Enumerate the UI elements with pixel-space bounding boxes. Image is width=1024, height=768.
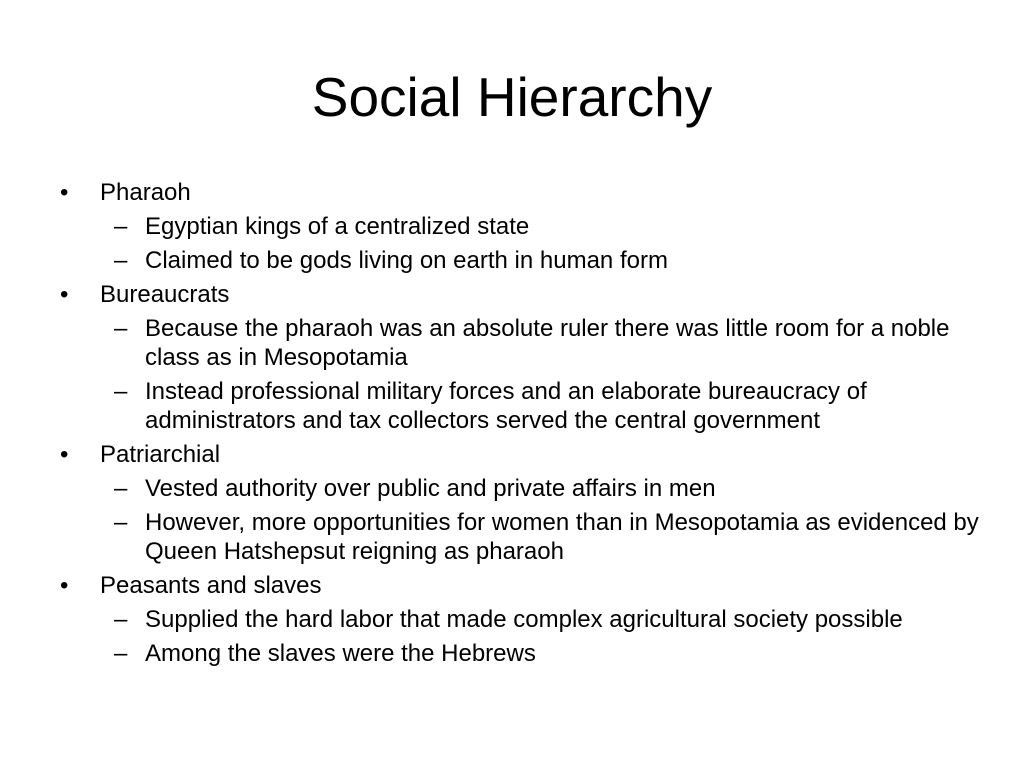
bullet-marker: • <box>60 572 69 599</box>
sub-bullet-item <box>60 508 980 566</box>
dash-marker: – <box>114 606 128 633</box>
bullet-list <box>60 178 980 668</box>
bullet-marker: • <box>60 281 69 308</box>
sub-bullet-item <box>60 246 980 275</box>
bullet-text: Pharaoh <box>100 179 191 206</box>
dash-marker: – <box>114 378 128 405</box>
sub-bullet-item <box>60 212 980 241</box>
sub-bullet-text: However, more opportunities for women than in Mesopotamia as evidenced by Queen Hatshepsut reigning as pharaoh <box>145 509 979 565</box>
bullet-item <box>60 440 980 469</box>
bullet-marker: • <box>60 179 69 206</box>
bullet-item <box>60 178 980 207</box>
sub-bullet-item <box>60 639 980 668</box>
sub-bullet-item <box>60 314 980 372</box>
dash-marker: – <box>114 640 128 667</box>
sub-bullet-text: Supplied the hard labor that made complex agricultural society possible <box>145 606 903 633</box>
bullet-item <box>60 280 980 309</box>
dash-marker: – <box>114 475 128 502</box>
dash-marker: – <box>114 247 128 274</box>
sub-bullet-text: Instead professional military forces and an elaborate bureaucracy of administrators and tax collectors served the central government <box>145 378 867 434</box>
sub-bullet-item <box>60 605 980 634</box>
bullet-item <box>60 571 980 600</box>
sub-bullet-item <box>60 377 980 435</box>
sub-bullet-text: Egyptian kings of a centralized state <box>145 213 530 240</box>
dash-marker: – <box>114 315 128 342</box>
sub-bullet-text: Because the pharaoh was an absolute ruler there was little room for a noble class as in Mesopotamia <box>145 315 950 371</box>
sub-bullet-item <box>60 474 980 503</box>
bullet-marker: • <box>60 441 69 468</box>
sub-bullet-text: Among the slaves were the Hebrews <box>145 640 536 667</box>
bullet-text: Peasants and slaves <box>100 572 322 599</box>
bullet-text: Bureaucrats <box>100 281 230 308</box>
dash-marker: – <box>114 213 128 240</box>
sub-bullet-text: Vested authority over public and private affairs in men <box>145 475 716 502</box>
sub-bullet-text: Claimed to be gods living on earth in human form <box>145 247 668 274</box>
bullet-text: Patriarchial <box>100 441 221 468</box>
slide-title: Social Hierarchy <box>311 66 713 128</box>
dash-marker: – <box>114 509 128 536</box>
